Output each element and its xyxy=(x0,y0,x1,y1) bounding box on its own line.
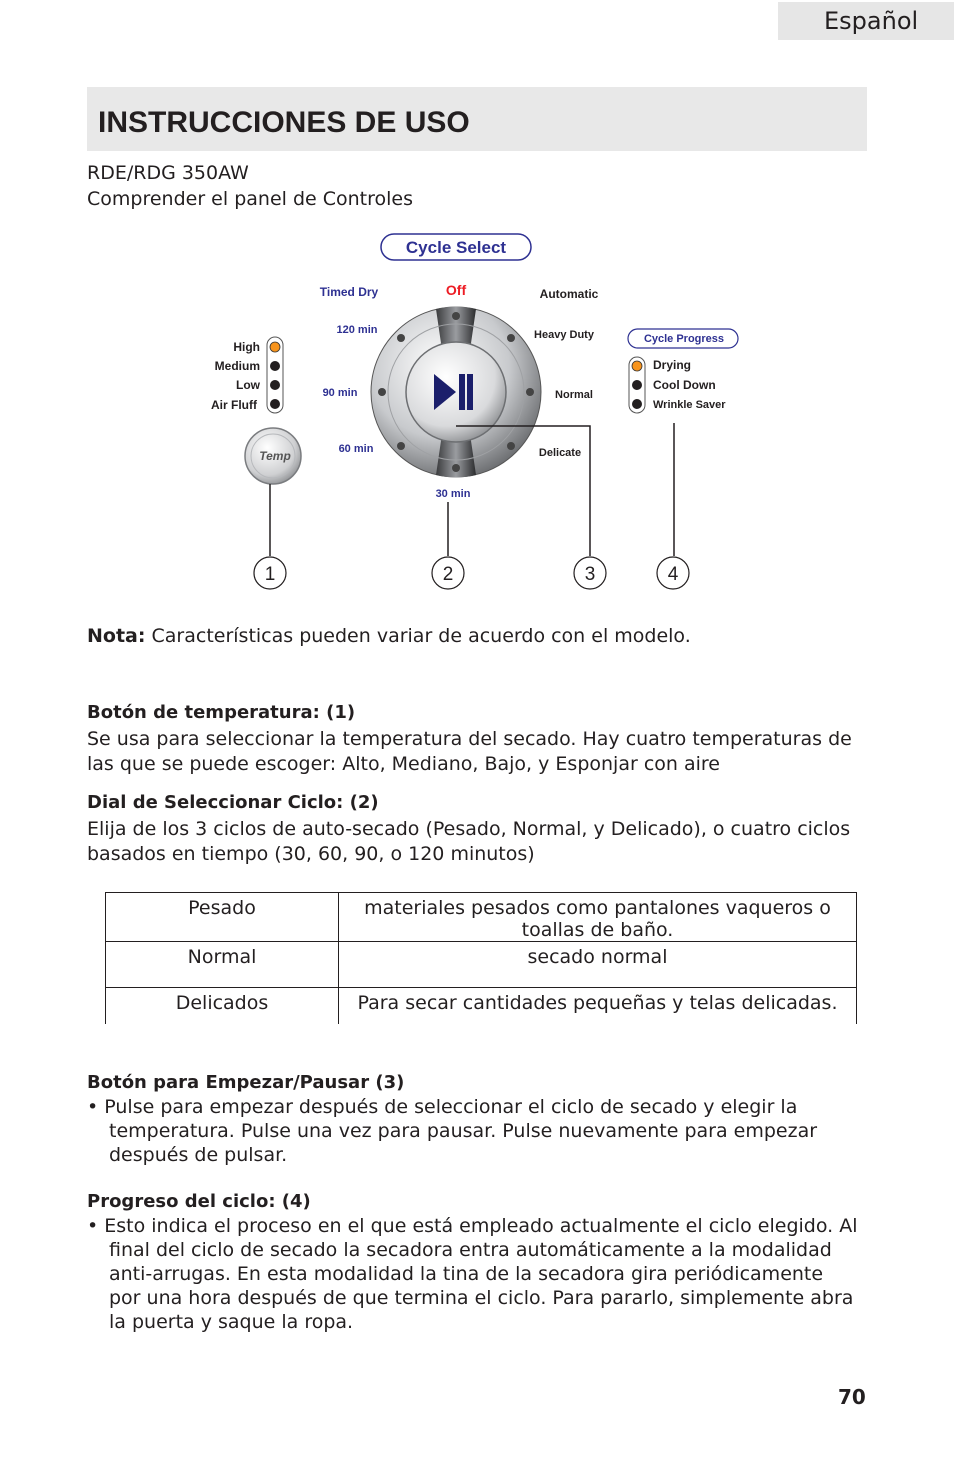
table-row xyxy=(106,893,857,942)
page-title: INSTRUCCIONES DE USO xyxy=(87,87,867,151)
text-line: la puerta y saque la ropa. xyxy=(109,1311,354,1333)
wrinkle-saver-indicator-light xyxy=(632,399,642,409)
table-cell-cycle: Delicados xyxy=(106,988,339,1024)
temp-button[interactable] xyxy=(245,428,301,484)
note xyxy=(87,624,691,649)
cool-down-label: Cool Down xyxy=(653,378,716,392)
temp-low-label: Low xyxy=(236,378,260,392)
cycle-dial-heading: Dial de Seleccionar Ciclo: (2) xyxy=(87,792,379,813)
svg-text:Temp: Temp xyxy=(259,449,291,463)
cycle-progress-label: Cycle Progress xyxy=(643,333,725,345)
start-pause-text xyxy=(87,1095,877,1167)
high-indicator-light xyxy=(270,342,280,352)
svg-text:1: 1 xyxy=(264,564,276,585)
table-cell-cycle: Normal xyxy=(106,942,339,988)
normal-label: Normal xyxy=(555,389,593,401)
table-cell-description: Para secar cantidades pequeñas y telas delicadas. xyxy=(339,988,857,1024)
callout-1 xyxy=(254,557,286,589)
page-number: 70 xyxy=(838,1385,866,1409)
table-row xyxy=(106,988,857,1024)
120-min-label: 120 min xyxy=(336,324,378,336)
start-pause-heading: Botón para Empezar/Pausar (3) xyxy=(87,1072,405,1093)
cycle-dial-text xyxy=(87,817,877,867)
callout-3 xyxy=(574,557,606,589)
table-row xyxy=(106,942,857,988)
language-tab: Español xyxy=(778,2,954,40)
cycle-progress-text xyxy=(87,1214,877,1334)
heavy-duty-label: Heavy Duty xyxy=(534,329,594,341)
air-fluff-indicator-light xyxy=(270,399,280,409)
medium-indicator-light xyxy=(270,361,280,371)
automatic-label: Automatic xyxy=(539,287,599,301)
table-cell-description: secado normal xyxy=(339,942,857,988)
temp-medium-label: Medium xyxy=(214,359,260,373)
cycle-select-label xyxy=(381,234,531,260)
temp-high-label: High xyxy=(233,340,260,354)
cycle-progress-heading: Progreso del ciclo: (4) xyxy=(87,1191,311,1212)
temperature-button-heading: Botón de temperatura: (1) xyxy=(87,702,356,723)
text-line: por una hora después de que termina el ciclo. Para pararlo, simplemente abra xyxy=(109,1287,854,1309)
callout-2 xyxy=(432,557,464,589)
timed-dry-label: Timed Dry xyxy=(319,285,379,299)
table-cell-description: materiales pesados como pantalones vaqueros o toallas de baño. xyxy=(339,893,857,942)
text-line: temperatura. Pulse una vez para pausar. Pulse nuevamente para empezar xyxy=(109,1120,818,1142)
off-label: Off xyxy=(445,282,467,298)
panel-subtitle: Comprender el panel de Controles xyxy=(87,188,414,210)
30-min-label: 30 min xyxy=(435,488,471,500)
cycle-table xyxy=(105,892,857,1024)
drying-indicator-light xyxy=(632,361,642,371)
model-number: RDE/RDG 350AW xyxy=(87,162,249,184)
90-min-label: 90 min xyxy=(322,387,358,399)
text-line: final del ciclo de secado la secadora entra automáticamente a la modalidad xyxy=(109,1239,832,1261)
temp-air-fluff-label: Air Fluff xyxy=(211,398,257,412)
text-line: basados en tiempo (30, 60, 90, o 120 minutos) xyxy=(87,843,535,865)
drying-label: Drying xyxy=(653,358,692,372)
delicate-label: Delicate xyxy=(538,447,582,459)
text-line: • Esto indica el proceso en el que está empleado actualmente el ciclo elegido. Al xyxy=(87,1215,858,1237)
callout-4 xyxy=(657,557,689,589)
svg-text:4: 4 xyxy=(667,564,679,585)
60-min-label: 60 min xyxy=(338,443,374,455)
cycle-progress-indicators xyxy=(628,329,738,413)
text-line: después de pulsar. xyxy=(109,1144,288,1166)
temperature-button-text xyxy=(87,727,877,777)
text-line: Se usa para seleccionar la temperatura del secado. Hay cuatro temperaturas de xyxy=(87,728,852,750)
note-label: Nota: xyxy=(87,625,146,647)
text-line: anti-arrugas. En esta modalidad la tina de la secadora gira periódicamente xyxy=(109,1263,824,1285)
svg-text:2: 2 xyxy=(442,564,454,585)
cool-down-indicator-light xyxy=(632,380,642,390)
control-panel-diagram xyxy=(0,220,954,600)
text-line: Elija de los 3 ciclos de auto-secado (Pesado, Normal, y Delicado), o cuatro ciclos xyxy=(87,818,851,840)
svg-text:Cycle Select: Cycle Select xyxy=(405,238,507,257)
temperature-indicators xyxy=(211,337,283,413)
low-indicator-light xyxy=(270,380,280,390)
text-line: • Pulse para empezar después de seleccionar el ciclo de secado y elegir la xyxy=(87,1096,798,1118)
text-line: las que se puede escoger: Alto, Mediano, Bajo, y Esponjar con aire xyxy=(87,753,720,775)
wrinkle-saver-label: Wrinkle Saver xyxy=(653,399,726,411)
svg-text:3: 3 xyxy=(584,564,596,585)
note-text: Características pueden variar de acuerdo con el modelo. xyxy=(145,625,691,647)
table-cell-cycle: Pesado xyxy=(106,893,339,942)
